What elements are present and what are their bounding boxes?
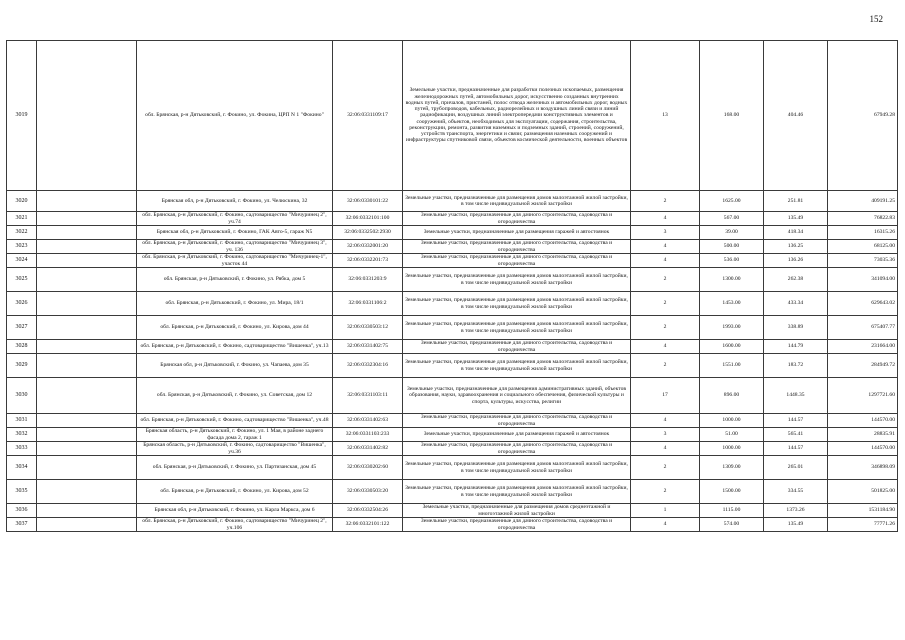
- cadastral-number: 32:06:0331402:82: [333, 442, 403, 456]
- specific-value-cell: 433.34: [764, 292, 828, 316]
- address-cell: Брянская обл, р-н Дятьковский, г. Фокино, ГАК Авто-5, гараж N5: [137, 226, 333, 240]
- land-use-cell: Земельные участки, предназначенные для размещения домов малоэтажной жилой застройки, в том числе индивидуальной жилой застройки: [403, 354, 631, 378]
- land-use-cell: Земельные участки, предназначенные для дачного строительства, садоводства и огородничества: [403, 254, 631, 268]
- use-group-code: 4: [631, 240, 700, 254]
- empty-cell: [37, 414, 137, 428]
- area-cell: 1625.00: [700, 191, 764, 212]
- row-number: 3025: [7, 268, 37, 292]
- use-group-code: 3: [631, 428, 700, 442]
- specific-value-cell: 251.81: [764, 191, 828, 212]
- empty-cell: [37, 340, 137, 354]
- row-number: 3021: [7, 212, 37, 226]
- row-number: 3019: [7, 41, 37, 191]
- empty-cell: [37, 378, 137, 414]
- row-number: 3020: [7, 191, 37, 212]
- row-number: 3026: [7, 292, 37, 316]
- cadastral-value-cell: 284949.72: [828, 354, 898, 378]
- row-number: 3029: [7, 354, 37, 378]
- table-row: [7, 268, 898, 292]
- row-number: 3027: [7, 316, 37, 340]
- land-use-cell: Земельные участки, предназначенные для размещения административных зданий, объектов образования, науки, здравоохранения и социального обеспечения, физической культуры и спорта, культуры, искусства, религии: [403, 378, 631, 414]
- cadastral-value-cell: 1297721.60: [828, 378, 898, 414]
- area-cell: 500.00: [700, 240, 764, 254]
- empty-cell: [37, 240, 137, 254]
- table-row: [7, 240, 898, 254]
- empty-cell: [37, 41, 137, 191]
- address-cell: Брянская обл, р-н Дятьковский, г. Фокино, ул. Карла Маркса, дом 6: [137, 504, 333, 518]
- empty-cell: [37, 212, 137, 226]
- land-use-cell: Земельные участки, предназначенные для разработки полезных ископаемых, размещения железнодорожных путей, автомобильных дорог, искусственно созданных внутренних водных путей, причалов, пристаней, полос отвода железных и автомобильных дорог, водных путей, трубопроводов, кабельных, радиорелейных и воздушных линий связи и линий радиофикации, воздушных линий электропередачи конструктивных элементов и сооружений, объектов, необходимых для эксплуатации, содержания, строительства, реконструкции, ремонта, развития наземных и подземных зданий, строений, сооружений, устройств транспорта, энергетики и связи; размещения наземных сооружений и инфраструктуры спутниковой связи, объектов космической деятельности, военных объектов: [403, 41, 631, 191]
- address-cell: Брянская обл, р-н Дятьковский, г. Фокино, ул. Чапаева, дом 35: [137, 354, 333, 378]
- area-cell: 1115.00: [700, 504, 764, 518]
- table-row: [7, 226, 898, 240]
- row-number: 3030: [7, 378, 37, 414]
- use-group-code: 17: [631, 378, 700, 414]
- table-row: [7, 456, 898, 480]
- row-number: 3032: [7, 428, 37, 442]
- cadastral-number: 32:06:0331203:9: [333, 268, 403, 292]
- cadastral-value-cell: 68125.00: [828, 240, 898, 254]
- land-use-cell: Земельные участки, предназначенные для размещения домов малоэтажной жилой застройки, в том числе индивидуальной жилой застройки: [403, 456, 631, 480]
- area-cell: 896.00: [700, 378, 764, 414]
- address-cell: обл. Брянская, р-н Дятьковский, г. Фокино, садтоварищество "Вишенка", уч.48: [137, 414, 333, 428]
- specific-value-cell: 183.72: [764, 354, 828, 378]
- specific-value-cell: 135.49: [764, 518, 828, 532]
- table-row: [7, 316, 898, 340]
- empty-cell: [37, 442, 137, 456]
- cadastral-number: 32:06:0332201:73: [333, 254, 403, 268]
- specific-value-cell: 144.79: [764, 340, 828, 354]
- empty-cell: [37, 268, 137, 292]
- address-cell: Брянская обл, р-н Дятьковский, г. Фокино, ул. Челюскина, 32: [137, 191, 333, 212]
- row-number: 3034: [7, 456, 37, 480]
- specific-value-cell: 338.89: [764, 316, 828, 340]
- cadastral-value-cell: 341094.00: [828, 268, 898, 292]
- empty-cell: [37, 518, 137, 532]
- empty-cell: [37, 226, 137, 240]
- table-row: [7, 414, 898, 428]
- use-group-code: 4: [631, 518, 700, 532]
- address-cell: обл. Брянская, р-н Дятьковский, г. Фокино, ул. Советская, дом 12: [137, 378, 333, 414]
- row-number: 3033: [7, 442, 37, 456]
- land-use-cell: Земельные участки, предназначенные для размещения домов малоэтажной жилой застройки, в том числе индивидуальной жилой застройки: [403, 191, 631, 212]
- row-number: 3024: [7, 254, 37, 268]
- land-use-cell: Земельные участки, предназначенные для размещения домов малоэтажной жилой застройки, в том числе индивидуальной жилой застройки: [403, 268, 631, 292]
- page-number: 152: [869, 14, 883, 24]
- cadastral-number: 32:06:0330101:22: [333, 191, 403, 212]
- cadastral-number: 32:06:0330503:20: [333, 480, 403, 504]
- address-cell: обл. Брянская, р-н Дятьковский, г. Фокино, ул. Кирова, дом 52: [137, 480, 333, 504]
- cadastral-value-cell: 629643.02: [828, 292, 898, 316]
- cadastral-value-cell: 144570.00: [828, 414, 898, 428]
- cadastral-number: 32:06:0332504:26: [333, 504, 403, 518]
- area-cell: 39.00: [700, 226, 764, 240]
- specific-value-cell: 135.49: [764, 212, 828, 226]
- address-cell: обл. Брянская, р-н Дятьковский, г. Фокино, ул. Рябка, дом 5: [137, 268, 333, 292]
- use-group-code: 13: [631, 41, 700, 191]
- cadastral-number: 32:06:0332101:100: [333, 212, 403, 226]
- cadastral-value-cell: 1531184.90: [828, 504, 898, 518]
- land-use-cell: Земельные участки, предназначенные для дачного строительства, садоводства и огородничества: [403, 212, 631, 226]
- use-group-code: 3: [631, 226, 700, 240]
- table-row: [7, 191, 898, 212]
- use-group-code: 2: [631, 268, 700, 292]
- specific-value-cell: 136.26: [764, 254, 828, 268]
- address-cell: обл. Брянская, р-н Дятьковский, г. Фокино, садтоварищество "Мичуринец 2", уч.74: [137, 212, 333, 226]
- empty-cell: [37, 254, 137, 268]
- area-cell: 1300.00: [700, 268, 764, 292]
- land-use-cell: Земельные участки, предназначенные для дачного строительства, садоводства и огородничества: [403, 442, 631, 456]
- cadastral-value-cell: 346898.09: [828, 456, 898, 480]
- area-cell: 1500.00: [700, 480, 764, 504]
- land-use-cell: Земельные участки, предназначенные для размещения домов малоэтажной жилой застройки, в том числе индивидуальной жилой застройки: [403, 480, 631, 504]
- cadastral-number: 32:06:0330202:60: [333, 456, 403, 480]
- cadastral-value-cell: 144570.00: [828, 442, 898, 456]
- row-number: 3023: [7, 240, 37, 254]
- area-cell: 1600.00: [700, 340, 764, 354]
- row-number: 3028: [7, 340, 37, 354]
- empty-cell: [37, 480, 137, 504]
- row-number: 3035: [7, 480, 37, 504]
- land-use-cell: Земельные участки, предназначенные для размещения домов среднеэтажной и многоэтажной жилой застройки: [403, 504, 631, 518]
- cadastral-value-cell: 231664.00: [828, 340, 898, 354]
- cadastral-number: 32:06:0332502:2930: [333, 226, 403, 240]
- cadastral-number: 32:06:0331103:11: [333, 378, 403, 414]
- use-group-code: 2: [631, 456, 700, 480]
- use-group-code: 4: [631, 254, 700, 268]
- land-use-cell: Земельные участки, предназначенные для размещения домов малоэтажной жилой застройки, в том числе индивидуальной жилой застройки: [403, 292, 631, 316]
- address-cell: обл. Брянская, р-н Дятьковский, г. Фокино, садтоварищество "Вишенка", уч.13: [137, 340, 333, 354]
- empty-cell: [37, 292, 137, 316]
- specific-value-cell: 565.41: [764, 428, 828, 442]
- cadastral-number: 32:06:0330503:12: [333, 316, 403, 340]
- area-cell: 168.00: [700, 41, 764, 191]
- area-cell: 1993.00: [700, 316, 764, 340]
- use-group-code: 4: [631, 442, 700, 456]
- land-use-cell: Земельные участки, предназначенные для размещения гаражей и автостоянок: [403, 226, 631, 240]
- address-cell: Брянская область, р-н Дятьковский, г. Фокино, ул. 1 Мая, в районе заднего фасада дома 2, гараж 1: [137, 428, 333, 442]
- land-use-cell: Земельные участки, предназначенные для дачного строительства, садоводства и огородничества: [403, 340, 631, 354]
- address-cell: обл. Брянская, р-н Дятьковский, г. Фокино, садтоварищество "Мичуринец-1", участок 44: [137, 254, 333, 268]
- use-group-code: 2: [631, 480, 700, 504]
- cadastral-number: 32:06:0331402:75: [333, 340, 403, 354]
- empty-cell: [37, 191, 137, 212]
- row-number: 3022: [7, 226, 37, 240]
- address-cell: обл. Брянская, р-н Дятьковский, г. Фокино, ул. Кирова, дом 44: [137, 316, 333, 340]
- use-group-code: 2: [631, 354, 700, 378]
- area-cell: 51.00: [700, 428, 764, 442]
- cadastral-value-cell: 73035.36: [828, 254, 898, 268]
- area-cell: 1551.00: [700, 354, 764, 378]
- address-cell: обл. Брянская, р-н Дятьковский, г. Фокино, садтоварищество "Мичуринец 3", уч. 136: [137, 240, 333, 254]
- specific-value-cell: 136.25: [764, 240, 828, 254]
- table-row: [7, 41, 898, 191]
- use-group-code: 2: [631, 191, 700, 212]
- cadastral-number: 32:06:0331103:233: [333, 428, 403, 442]
- use-group-code: 1: [631, 504, 700, 518]
- table-body: [7, 41, 898, 532]
- row-number: 3036: [7, 504, 37, 518]
- cadastral-number: 32:06:0332101:122: [333, 518, 403, 532]
- cadastral-number: 32:06:0332304:16: [333, 354, 403, 378]
- empty-cell: [37, 504, 137, 518]
- land-use-cell: Земельные участки, предназначенные для дачного строительства, садоводства и огородничества: [403, 518, 631, 532]
- use-group-code: 4: [631, 340, 700, 354]
- specific-value-cell: 404.46: [764, 41, 828, 191]
- cadastral-value-cell: 675407.77: [828, 316, 898, 340]
- cadastral-value-cell: 76822.83: [828, 212, 898, 226]
- address-cell: Брянская область, р-н Дятьковский, г. Фокино, садтоварищество "Вишенка", уч.36: [137, 442, 333, 456]
- table-row: [7, 378, 898, 414]
- land-use-cell: Земельные участки, предназначенные для дачного строительства, садоводства и огородничества: [403, 414, 631, 428]
- area-cell: 1000.00: [700, 414, 764, 428]
- cadastral-number: 32:06:0331106:2: [333, 292, 403, 316]
- use-group-code: 2: [631, 292, 700, 316]
- cadastral-value-cell: 28835.91: [828, 428, 898, 442]
- table-row: [7, 428, 898, 442]
- specific-value-cell: 262.38: [764, 268, 828, 292]
- cadastral-number: 32:06:0331402:63: [333, 414, 403, 428]
- specific-value-cell: 418.34: [764, 226, 828, 240]
- cadastral-number: 32:06:0331109:17: [333, 41, 403, 191]
- cadastral-value-cell: 501825.00: [828, 480, 898, 504]
- cadastral-value-cell: 77771.26: [828, 518, 898, 532]
- row-number: 3037: [7, 518, 37, 532]
- specific-value-cell: 1448.35: [764, 378, 828, 414]
- address-cell: обл. Брянская, р-н Дятьковский, г. Фокино, садтоварищество "Мичуринец 2", уч.106: [137, 518, 333, 532]
- use-group-code: 4: [631, 414, 700, 428]
- table-row: [7, 292, 898, 316]
- area-cell: 536.00: [700, 254, 764, 268]
- address-cell: обл. Брянская, р-н Дятьковский, г. Фокино, ул. Партизанская, дом 45: [137, 456, 333, 480]
- use-group-code: 2: [631, 316, 700, 340]
- cadastral-value-cell: 16315.26: [828, 226, 898, 240]
- specific-value-cell: 144.57: [764, 442, 828, 456]
- cadastral-number: 32:06:0332001:20: [333, 240, 403, 254]
- empty-cell: [37, 316, 137, 340]
- table-row: [7, 354, 898, 378]
- land-use-cell: Земельные участки, предназначенные для дачного строительства, садоводства и огородничества: [403, 240, 631, 254]
- empty-cell: [37, 456, 137, 480]
- table-row: [7, 212, 898, 226]
- empty-cell: [37, 354, 137, 378]
- specific-value-cell: 265.01: [764, 456, 828, 480]
- empty-cell: [37, 428, 137, 442]
- use-group-code: 4: [631, 212, 700, 226]
- land-use-cell: Земельные участки, предназначенные для размещения гаражей и автостоянок: [403, 428, 631, 442]
- specific-value-cell: 1373.26: [764, 504, 828, 518]
- cadastral-value-cell: 409191.25: [828, 191, 898, 212]
- specific-value-cell: 144.57: [764, 414, 828, 428]
- table-row: [7, 504, 898, 518]
- address-cell: обл. Брянская, р-н Дятьковский, г. Фокино, ул. Фокина, ЦРП N 1 "Фокино": [137, 41, 333, 191]
- table-row: [7, 518, 898, 532]
- address-cell: обл. Брянская, р-н Дятьковский, г. Фокино, ул. Мира, 18/1: [137, 292, 333, 316]
- table-row: [7, 254, 898, 268]
- specific-value-cell: 334.55: [764, 480, 828, 504]
- area-cell: 1453.00: [700, 292, 764, 316]
- cadastral-value-cell: 67949.28: [828, 41, 898, 191]
- table-row: [7, 480, 898, 504]
- table-row: [7, 340, 898, 354]
- land-use-cell: Земельные участки, предназначенные для размещения домов малоэтажной жилой застройки, в том числе индивидуальной жилой застройки: [403, 316, 631, 340]
- table-row: [7, 442, 898, 456]
- area-cell: 567.00: [700, 212, 764, 226]
- area-cell: 1000.00: [700, 442, 764, 456]
- area-cell: 574.00: [700, 518, 764, 532]
- area-cell: 1309.00: [700, 456, 764, 480]
- cadastral-value-table: [6, 40, 898, 532]
- row-number: 3031: [7, 414, 37, 428]
